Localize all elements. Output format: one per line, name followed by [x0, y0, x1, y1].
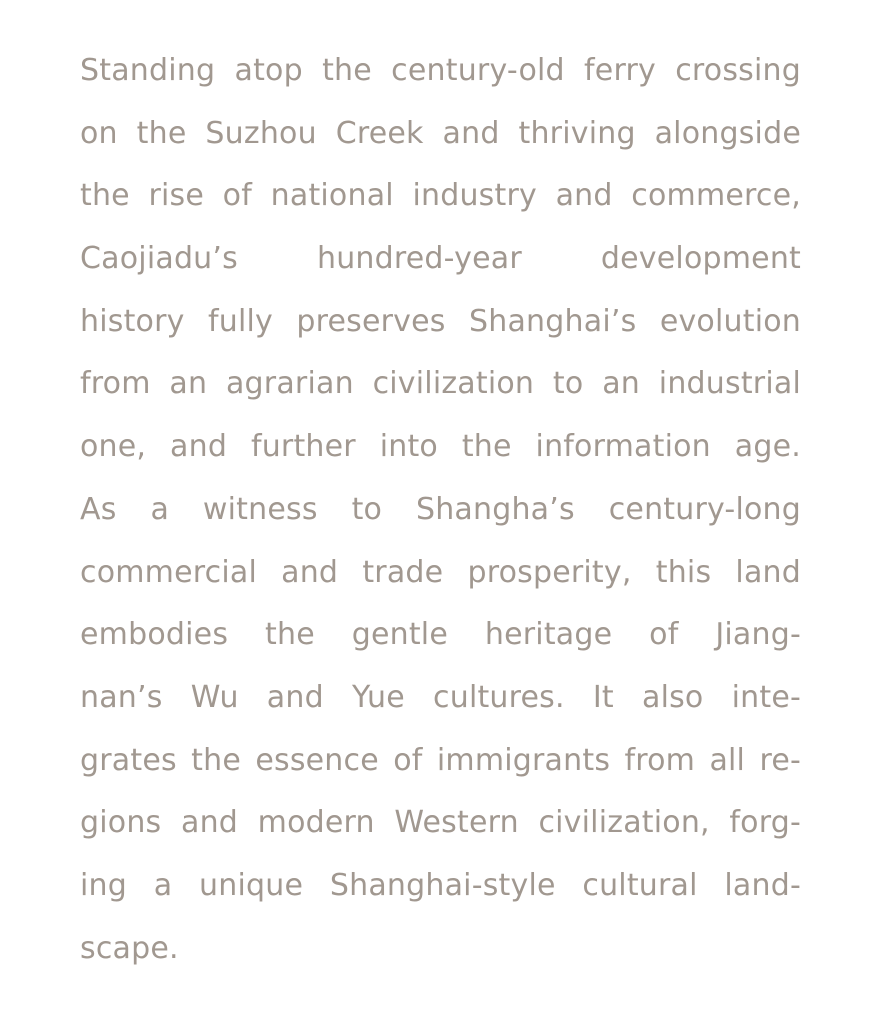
paragraph-line: gions and modern Western civilization, forg- [80, 805, 801, 841]
paragraph-line: from an agrarian civilization to an industrial [80, 366, 801, 402]
paragraph-line: Standing atop the century-old ferry crossing [80, 53, 801, 88]
paragraph-line: nan’s Wu and Yue cultures. It also inte- [80, 679, 801, 715]
paragraph-line: history fully preserves Shanghai’s evolution [80, 303, 801, 339]
paragraph-line: Caojiadu’s hundred-year development [80, 241, 801, 277]
paragraph-line: As a witness to Shangha’s century-long [80, 491, 801, 527]
paragraph-line: one, and further into the information age. [80, 429, 801, 465]
paragraph-line: on the Suzhou Creek and thriving alongside [80, 115, 801, 151]
article-paragraph [80, 40, 801, 980]
paragraph-line: commercial and trade prosperity, this land [80, 554, 801, 590]
paragraph-line: embodies the gentle heritage of Jiang- [80, 617, 801, 653]
paragraph-line: scape. [80, 930, 179, 966]
paragraph-line: the rise of national industry and commerce, [80, 178, 801, 214]
paragraph-line: grates the essence of immigrants from all re- [80, 742, 801, 778]
paragraph-line: ing a unique Shanghai-style cultural land- [80, 867, 801, 903]
